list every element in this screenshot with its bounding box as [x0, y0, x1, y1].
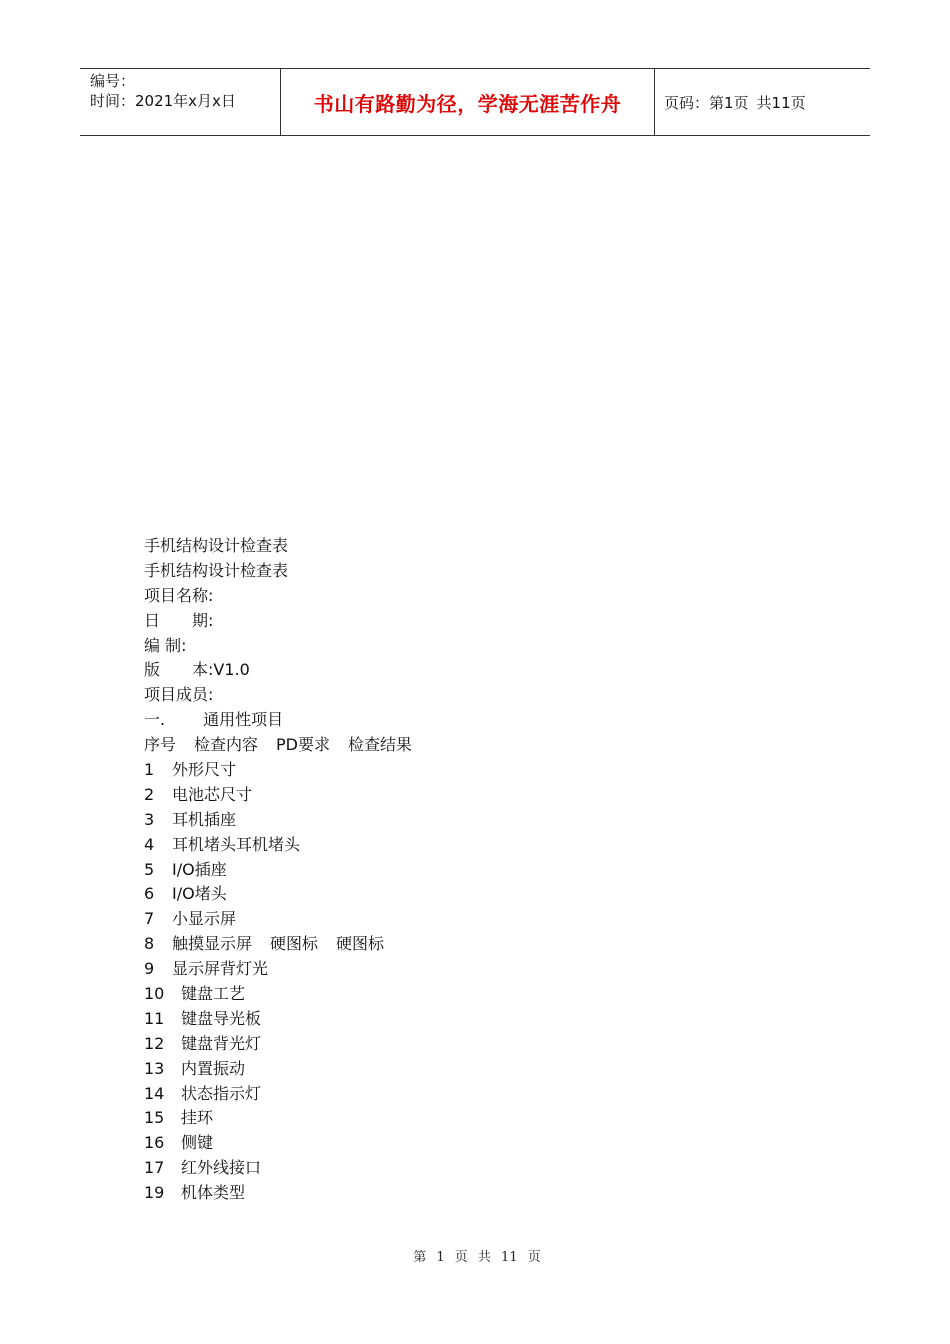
row-item: 挂环	[181, 1108, 214, 1128]
version-field: 版 本:V1.0	[144, 660, 250, 680]
row-number: 8	[144, 934, 155, 954]
row-item: 侧键	[181, 1133, 214, 1153]
page-number-label: 页码：第1页	[664, 93, 749, 112]
table-row	[144, 808, 744, 833]
header-page-cell	[655, 69, 870, 135]
table-row	[144, 882, 744, 907]
row-item: 耳机插座	[172, 809, 237, 829]
row-item: 小显示屏	[172, 909, 237, 929]
section-title: 通用性项目	[203, 710, 284, 730]
serial-number-label: 编号：	[90, 72, 136, 90]
document-title: 手机结构设计检查表	[144, 536, 289, 555]
date-field: 日 期:	[144, 610, 214, 630]
table-row	[144, 783, 744, 808]
document-body	[144, 534, 744, 1206]
column-header: PD要求	[276, 735, 331, 755]
header-meta-cell	[80, 69, 281, 135]
row-item: 电池芯尺寸	[172, 784, 253, 804]
row-number: 14	[144, 1083, 165, 1103]
table-header-row	[144, 733, 744, 758]
table-row	[144, 1007, 744, 1032]
compiled-by-field: 编 制:	[144, 635, 187, 655]
row-number: 16	[144, 1133, 165, 1153]
row-number: 3	[144, 809, 155, 829]
row-item: 显示屏背灯光	[172, 959, 269, 979]
row-number: 11	[144, 1008, 165, 1028]
row-item: 状态指示灯	[181, 1083, 262, 1103]
time-label: 时间：2021年x月x日	[90, 92, 236, 110]
row-number: 1	[144, 760, 155, 780]
row-extra: 硬图标	[336, 934, 385, 954]
row-number: 13	[144, 1058, 165, 1078]
row-number: 19	[144, 1183, 165, 1203]
row-item: 键盘背光灯	[181, 1033, 262, 1053]
project-members-field: 项目成员:	[144, 685, 214, 705]
row-number: 9	[144, 959, 155, 979]
row-item: 键盘导光板	[181, 1008, 262, 1028]
table-row	[144, 1156, 744, 1181]
header-motto-cell	[281, 69, 655, 135]
table-row	[144, 1181, 744, 1206]
row-item: 内置振动	[181, 1058, 246, 1078]
table-row	[144, 1057, 744, 1082]
row-number: 7	[144, 909, 155, 929]
checklist-rows	[144, 758, 744, 1206]
table-row	[144, 1082, 744, 1107]
table-row	[144, 982, 744, 1007]
project-name-field: 项目名称:	[144, 585, 214, 605]
table-row	[144, 858, 744, 883]
row-item: 耳机堵头耳机堵头	[172, 834, 301, 854]
row-number: 5	[144, 859, 155, 879]
table-row	[144, 758, 744, 783]
row-number: 17	[144, 1158, 165, 1178]
row-extra: 硬图标	[270, 934, 319, 954]
row-number: 2	[144, 784, 155, 804]
page-total-label: 共11页	[756, 93, 806, 112]
row-number: 6	[144, 884, 155, 904]
row-item: 触摸显示屏	[172, 934, 253, 954]
row-number: 12	[144, 1033, 165, 1053]
row-number: 4	[144, 834, 155, 854]
row-number: 15	[144, 1108, 165, 1128]
row-item: I/O堵头	[172, 884, 227, 904]
row-item: I/O插座	[172, 859, 227, 879]
table-row	[144, 1131, 744, 1156]
page-footer: 第 1 页 共 11 页	[413, 1250, 541, 1265]
row-item: 红外线接口	[181, 1158, 262, 1178]
row-item: 键盘工艺	[181, 984, 246, 1004]
motto-text: 书山有路勤为径，学海无涯苦作舟	[313, 91, 622, 116]
row-item: 外形尺寸	[172, 760, 237, 780]
table-row	[144, 932, 744, 957]
column-header: 检查内容	[194, 735, 259, 755]
table-row	[144, 907, 744, 932]
column-header: 检查结果	[348, 735, 413, 755]
section-number: 一.	[144, 710, 166, 730]
document-subtitle: 手机结构设计检查表	[144, 560, 289, 580]
row-number: 10	[144, 984, 165, 1004]
table-row	[144, 1106, 744, 1131]
column-header: 序号	[144, 735, 177, 755]
table-row	[144, 833, 744, 858]
table-row	[144, 1032, 744, 1057]
table-row	[144, 957, 744, 982]
row-item: 机体类型	[181, 1183, 246, 1203]
page-header	[80, 68, 870, 136]
section-heading	[144, 708, 744, 733]
